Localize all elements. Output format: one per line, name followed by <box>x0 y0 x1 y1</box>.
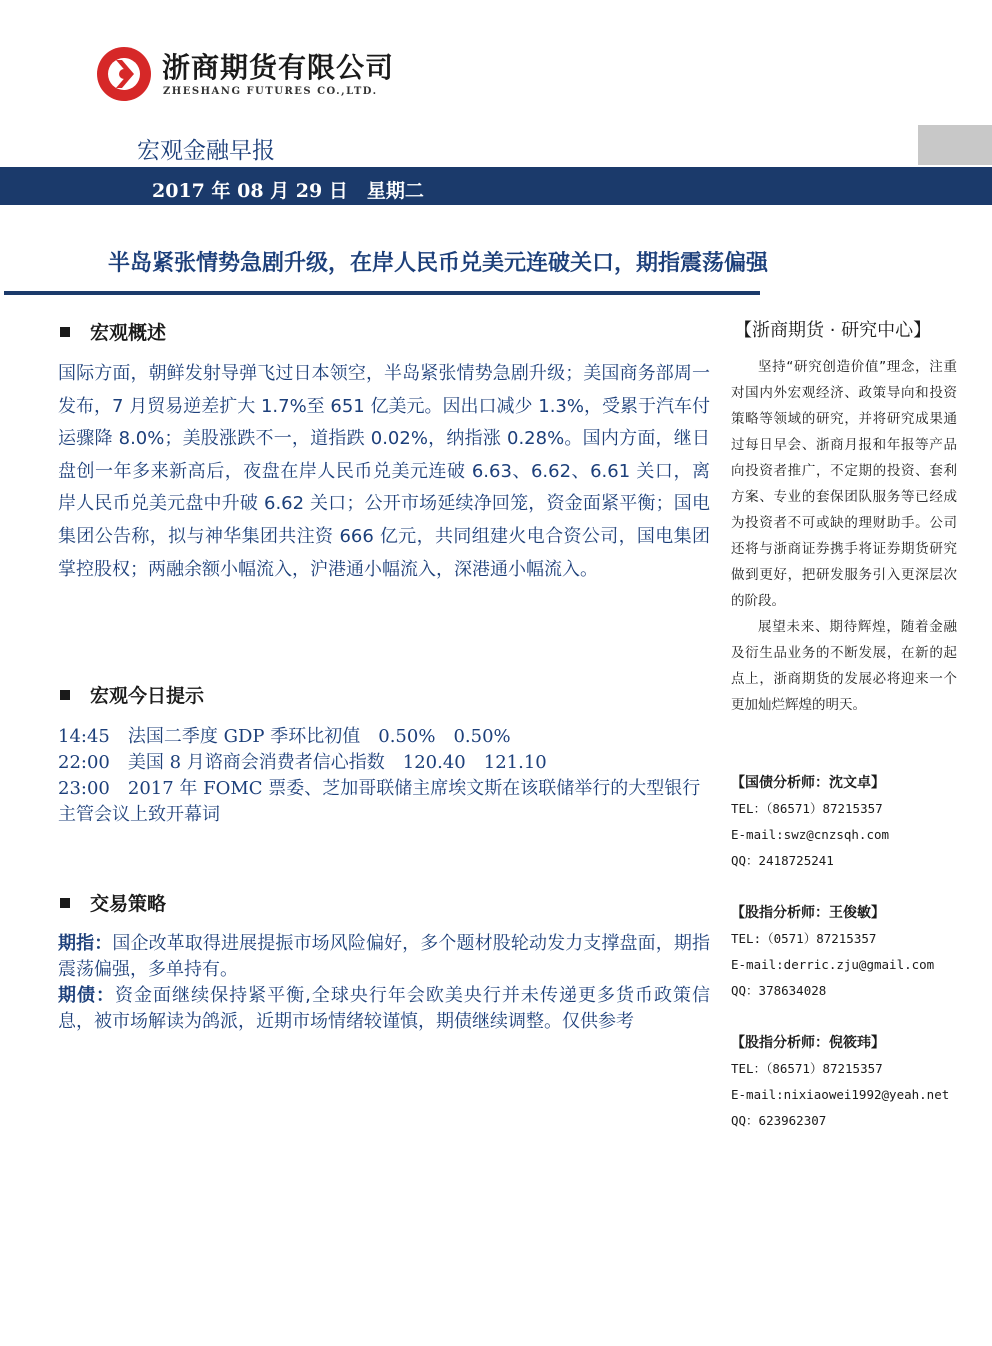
analyst-qq: QQ：378634028 <box>731 983 827 998</box>
analyst-qq: QQ：2418725241 <box>731 853 834 868</box>
square-bullet-icon <box>60 327 70 337</box>
strategy-item-bond-futures: 期债：资金面继续保持紧平衡,全球央行年会欧美央行并未传递更多货币政策信息，被市场解读为鸽派，近期市场情绪较谨慎，期债继续调整。仅供参考 <box>58 985 711 1032</box>
analyst-email: E-mail:derric.zju@gmail.com <box>731 957 935 972</box>
tip-item: 14:45 法国二季度 GDP 季环比初值 0.50% 0.50% <box>58 726 511 747</box>
header-grey-tab <box>918 125 992 165</box>
analyst-email: E-mail:nixiaowei1992@yeah.net <box>731 1087 950 1102</box>
section-title-macro-overview: 宏观概述 <box>60 318 166 345</box>
macro-overview-body: 国际方面，朝鲜发射导弹飞过日本领空，半岛紧张情势急剧升级；美国商务部周一发布，7 月贸易逆差扩大 1.7%至 651 亿美元。因出口减少 1.3%，受累于汽车付运骤降 8.0%；美股涨跌不一，道指跌 0.02%，纳指涨 0.28%。国内方面，继日盘创一年多来新高后，夜盘在岸人民币兑美元连破 6.63、6.62、6.61 关口，离岸人民币兑美元盘中升破 6.62 关口；公开市场延续净回笼，资金面紧平衡；国电集团公告称，拟与神华集团共注资 666 亿元，共同组建火电合资公司，国电集团掌控股权；两融余额小幅流入，沪港通小幅流入，深港通小幅流入。 <box>58 363 710 580</box>
company-name-en: ZHESHANG FUTURES CO.,LTD. <box>163 86 378 97</box>
analyst-qq: QQ：623962307 <box>731 1113 827 1128</box>
section-title-strategy: 交易策略 <box>60 889 166 916</box>
tip-item: 22:00 美国 8 月谘商会消费者信心指数 120.40 121.10 <box>58 752 547 773</box>
strategy-item-index-futures: 期指：国企改革取得进展提振市场风险偏好，多个题材股轮动发力支撑盘面，期指震荡偏强，多单持有。 <box>58 933 710 980</box>
section-title-macro-tips: 宏观今日提示 <box>60 681 204 708</box>
square-bullet-icon <box>60 690 70 700</box>
sidebar-title: 【浙商期货 · 研究中心】 <box>734 320 932 341</box>
company-logo-icon <box>96 46 152 102</box>
report-date: 2017 年 08 月 29 日 星期二 <box>152 180 424 202</box>
analyst-title: 【股指分析师：倪筱玮】 <box>731 1035 885 1051</box>
analyst-tel: TEL：（86571）87215357 <box>731 1061 883 1076</box>
sidebar-paragraph: 展望未来、期待辉煌，随着金融及衍生品业务的不断发展，在新的起点上，浙商期货的发展必将迎来一个更加灿烂辉煌的明天。 <box>731 619 957 713</box>
sidebar-paragraph: 坚持“研究创造价值”理念，注重对国内外宏观经济、政策导向和投资策略等领域的研究，并将研究成果通过每日早会、浙商月报和年报等产品向投资者推广，不定期的投资、套利方案、专业的套保团队服务等已经成为投资者不可或缺的理财助手。公司还将与浙商证券携手将证券期货研究做到更好，把研发服务引入更深层次的阶段。 <box>731 359 957 609</box>
square-bullet-icon <box>60 898 70 908</box>
analyst-contact <box>731 1030 949 1134</box>
report-name: 宏观金融早报 <box>137 138 275 164</box>
analyst-title: 【国债分析师：沈文卓】 <box>731 775 885 791</box>
analyst-tel: TEL：（86571）87215357 <box>731 801 883 816</box>
headline-divider <box>4 291 760 295</box>
analyst-email: E-mail:swz@cnzsqh.com <box>731 827 890 842</box>
tip-item: 23:00 2017 年 FOMC 票委、芝加哥联储主席埃文斯在该联储举行的大型银行主管会议上致开幕词 <box>58 778 701 825</box>
analyst-title: 【股指分析师：王俊敏】 <box>731 905 885 921</box>
headline: 半岛紧张情势急剧升级，在岸人民币兑美元连破关口，期指震荡偏强 <box>108 251 769 276</box>
date-bar <box>0 167 992 205</box>
company-name-cn: 浙商期货有限公司 <box>162 51 395 84</box>
analyst-tel: TEL:（0571）87215357 <box>731 931 877 946</box>
analyst-contact <box>731 770 889 874</box>
analyst-contact <box>731 900 934 1004</box>
